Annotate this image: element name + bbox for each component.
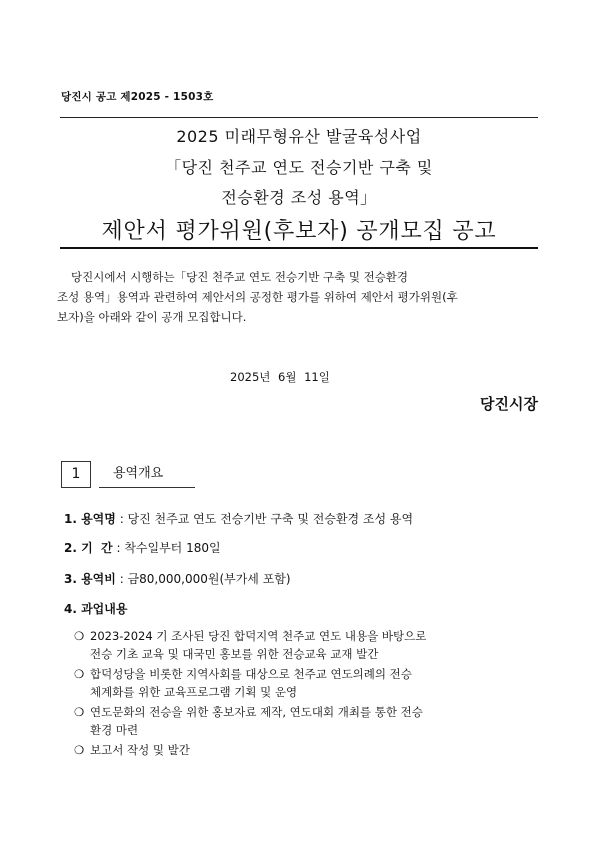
item-separator: :	[115, 572, 128, 586]
signer: 당진시장	[480, 395, 538, 413]
intro-paragraph	[57, 267, 541, 327]
item-service-name	[64, 510, 413, 527]
item-label: 3. 용역비	[64, 572, 116, 586]
title-top-rule	[60, 117, 538, 118]
item-period	[64, 539, 221, 556]
circle-bullet-icon: ❍	[74, 743, 85, 757]
list-item	[74, 665, 544, 701]
list-item	[74, 627, 544, 663]
task-line: 보고서 작성 및 발간	[90, 743, 190, 757]
item-cost	[64, 570, 291, 587]
task-line: 전승 기초 교육 및 대국민 홍보를 위한 전승교육 교재 발간	[90, 647, 379, 661]
intro-line-2: 조성 용역」용역과 관련하여 제안서의 공정한 평가를 위하여 제안서 평가위원(후	[57, 290, 458, 304]
main-title: 제안서 평가위원(후보자) 공개모집 공고	[60, 214, 538, 249]
notice-number: 당진시 공고 제2025 - 1503호	[61, 91, 214, 103]
item-label: 4. 과업내용	[64, 602, 128, 616]
title-line-1: 2025 미래무형유산 발굴육성사업	[176, 127, 422, 146]
circle-bullet-icon: ❍	[74, 705, 85, 719]
item-separator: :	[112, 541, 125, 555]
item-value: 당진 천주교 연도 전승기반 구축 및 전승환경 조성 용역	[127, 512, 414, 526]
title-line-3: 전승환경 조성 용역」	[221, 188, 377, 207]
task-line: 합덕성당을 비롯한 지역사회를 대상으로 천주교 연도의례의 전승	[90, 667, 412, 681]
circle-bullet-icon: ❍	[74, 629, 85, 643]
item-tasks	[64, 600, 127, 617]
intro-line-3: 보자)을 아래와 같이 공개 모집합니다.	[57, 310, 247, 324]
task-line: 2023-2024 기 조사된 당진 합덕지역 천주교 연도 내용을 바탕으로	[90, 629, 427, 643]
list-item	[74, 741, 544, 759]
task-line: 체계화를 위한 교육프로그램 기획 및 운영	[90, 685, 298, 699]
list-item	[74, 703, 544, 739]
section-number: 1	[61, 461, 91, 488]
intro-line-1: 당진시에서 시행하는「당진 천주교 연도 전승기반 구축 및 전승환경	[71, 270, 409, 284]
item-separator: :	[115, 512, 128, 526]
task-list	[74, 627, 544, 761]
section-title: 용역개요	[99, 461, 195, 488]
title-line-2: 「당진 천주교 연도 전승기반 구축 및	[165, 158, 433, 177]
circle-bullet-icon: ❍	[74, 667, 85, 681]
task-line: 연도문화의 전승을 위한 홍보자료 제작, 연도대회 개최를 통한 전승	[90, 705, 423, 719]
task-line: 환경 마련	[90, 723, 139, 737]
item-value: 금80,000,000원(부가세 포함)	[127, 572, 291, 586]
notice-date: 2025년 6월 11일	[230, 370, 330, 384]
item-label: 1. 용역명	[64, 512, 116, 526]
item-label: 2. 기 간	[64, 541, 113, 555]
item-value: 착수일부터 180일	[124, 541, 221, 555]
